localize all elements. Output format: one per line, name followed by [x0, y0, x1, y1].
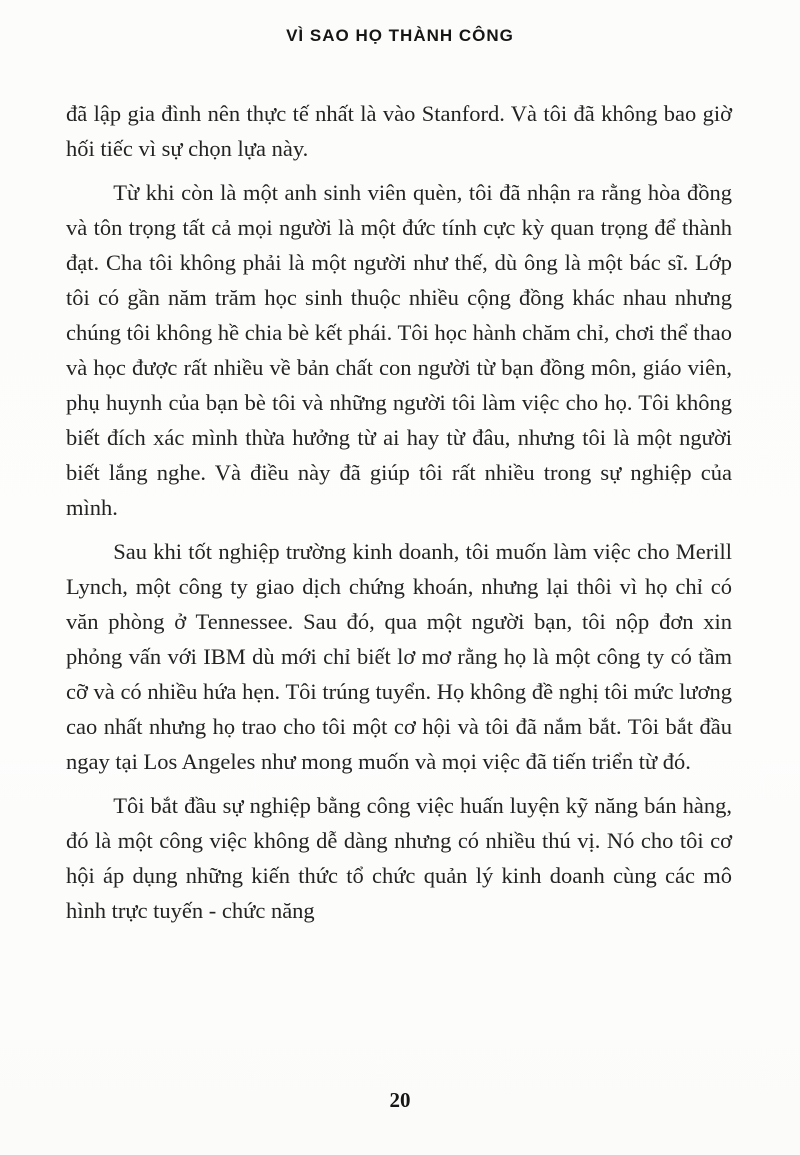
paragraph: Từ khi còn là một anh sinh viên quèn, tôi đã nhận ra rằng hòa đồng và tôn trọng tất cả mọi người là một đức tính cực kỳ quan trọng để thành đạt. Cha tôi không phải là một người như thế, dù ông là một bác sĩ. Lớp tôi có gần năm trăm học sinh thuộc nhiều cộng đồng khác nhau nhưng chúng tôi không hề chia bè kết phái. Tôi học hành chăm chỉ, chơi thể thao và học được rất nhiều về bản chất con người từ bạn đồng môn, giáo viên, phụ huynh của bạn bè tôi và những người tôi làm việc cho họ. Tôi không biết đích xác mình thừa hưởng từ ai hay từ đâu, nhưng tôi là một người biết lắng nghe. Và điều này đã giúp tôi rất nhiều trong sự nghiệp của mình.: [66, 180, 732, 520]
paragraph: Sau khi tốt nghiệp trường kinh doanh, tôi muốn làm việc cho Merill Lynch, một công ty giao dịch chứng khoán, nhưng lại thôi vì họ chỉ có văn phòng ở Tennessee. Sau đó, qua một người bạn, tôi nộp đơn xin phỏng vấn với IBM dù mới chỉ biết lơ mơ rằng họ là một công ty có tầm cỡ và có nhiều hứa hẹn. Tôi trúng tuyển. Họ không đề nghị tôi mức lương cao nhất nhưng họ trao cho tôi một cơ hội và tôi đã nắm bắt. Tôi bắt đầu ngay tại Los Angeles như mong muốn và mọi việc đã tiến triển từ đó.: [66, 539, 732, 774]
body-text-block: [66, 96, 732, 937]
paragraph: Tôi bắt đầu sự nghiệp bằng công việc huấn luyện kỹ năng bán hàng, đó là một công việc không dễ dàng nhưng có nhiều thú vị. Nó cho tôi cơ hội áp dụng những kiến thức tổ chức quản lý kinh doanh cùng các mô hình trực tuyến - chức năng: [66, 793, 732, 923]
paragraph: đã lập gia đình nên thực tế nhất là vào Stanford. Và tôi đã không bao giờ hối tiếc vì sự chọn lựa này.: [66, 101, 732, 161]
running-header-title: VÌ SAO HỌ THÀNH CÔNG: [286, 26, 514, 45]
page-number: 20: [389, 1088, 411, 1112]
